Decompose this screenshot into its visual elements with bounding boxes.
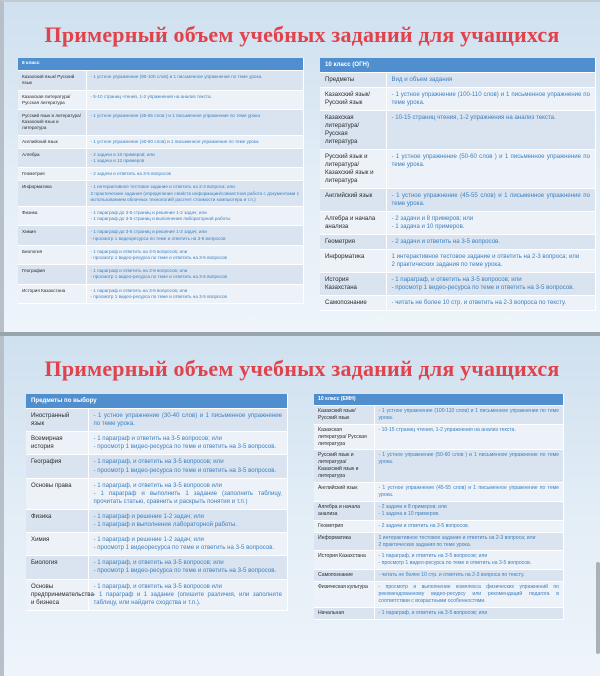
subject-cell: История Казахстана [18, 284, 86, 303]
table-row [26, 455, 288, 478]
table-row [18, 265, 304, 284]
slide-2 [0, 336, 600, 676]
task-cell: - 2 задачи и 8 примеров; или - 1 задача и 10 примеров. [374, 501, 564, 520]
task-cell: - читать не более 10 стр. и ответить на 2-3 вопроса по тексту. [374, 570, 564, 582]
subject-cell: Иностранный язык [26, 409, 88, 432]
task-cell: - 2 задачи и 10 примеров; или - 1 задача и 12 примеров [86, 148, 304, 167]
task-cell: - 1 параграф до 3-5 страниц и решение 1-2 задач; или - 1 параграф до 3-5 страниц и выполнение лабораторной работы [86, 207, 304, 226]
task-cell: - 1 интерактивное тестовое задание и ответить на 2-3 вопроса; или 2 практические задания (определение свойств информации/совместная работа с документами с использованием облачных технологий/ рассчет стоимости компьютера и т.п.) [86, 181, 304, 207]
task-cell: - 1 устное упражнение (45-55 слов ) и 1 письменное упражнение по теме урока [86, 110, 304, 136]
table-row [18, 148, 304, 167]
subject-cell: Английский язык [18, 135, 86, 148]
subject-cell: Русский язык и литература/ Казахский язык и литература [320, 150, 386, 189]
table-row [26, 478, 288, 509]
table-row [18, 284, 304, 303]
task-cell: - 1 устное упражнение (50-60 слов ) и 1 письменное упражнение по теме урока. [374, 450, 564, 483]
table-row [320, 212, 596, 235]
table-row [320, 111, 596, 150]
subject-cell: Биология [18, 245, 86, 264]
task-cell: - 1 устное упражнение (90-100 слов) и 1 письменное упражнение по теме урока. [86, 71, 304, 90]
table-header: 10 класс (ОГН) [320, 58, 596, 73]
subject-cell: Геометрия [314, 520, 374, 532]
table-row [26, 556, 288, 579]
subject-cell: История Казахстана [320, 273, 386, 296]
slide-1 [0, 0, 600, 332]
subject-cell: Геометрия [320, 235, 386, 250]
task-cell: - 1 параграф и ответить на 3-5 вопросов; или - просмотр 1 видео-ресурса по теме и ответить на 3-5 вопросов [86, 245, 304, 264]
table-row [18, 226, 304, 245]
task-cell: - 1 устное упражнение (45-55 слов) и 1 письменное упражнение по теме урока. [386, 189, 596, 212]
table-row [320, 296, 596, 311]
task-cell: - 1 устное упражнение (100-110 слов) и 1 письменное упражнение по теме урока. [386, 88, 596, 111]
subject-cell: Казахский язык/ Русский язык [314, 405, 374, 424]
subject-cell: Казахская литература/ Русская литература [314, 424, 374, 450]
subject-cell: Основы права [26, 478, 88, 509]
task-cell: - 2 задачи и ответить на 3-5 вопросов. [374, 520, 564, 532]
task-cell: - 1 параграф, и ответить на 3-5 вопросов или - 1 параграф и выполнить 1 задание (заполнить таблицу, прочитать статью, сравнить и раскрыть понятия и т.п.) [88, 478, 288, 509]
subject-cell: Алгебра [18, 148, 86, 167]
task-cell: - 1 устное упражнение (100-110 слов) и 1 письменное упражнение по теме урока. [374, 405, 564, 424]
column-header-subject: Предметы [320, 73, 386, 88]
task-cell: - 1 параграф до 3-5 страниц и решение 1-2 задач; или - просмотр 1 видеоресурса по теме и ответить на 3-5 вопросов [86, 226, 304, 245]
subject-cell: Самопознание [320, 296, 386, 311]
task-cell: - 1 параграф, и ответить на 3-5 вопросов; или - просмотр 1 видео-ресурса по теме и ответить на 3-5 вопросов. [386, 273, 596, 296]
task-cell: - 1 параграф и ответить на 3-5 вопросов; или - просмотр 1 видео-ресурса по теме и ответить на 3-5 вопросов. [88, 432, 288, 455]
table-row [314, 551, 564, 570]
table-row [314, 582, 564, 608]
task-cell: - 1 параграф и ответить на 3-5 вопросов; или - просмотр 1 видео-ресурса по теме и ответить на 3-5 вопросов [86, 284, 304, 303]
subject-cell: Информатика [314, 532, 374, 551]
task-cell: - читать не более 10 стр. и ответить на 2-3 вопроса по тексту. [386, 296, 596, 311]
task-cell: 1 интерактивное тестовое задание и ответить на 2-3 вопроса; или 2 практических задания по теме урока. [374, 532, 564, 551]
subject-cell: Геометрия [18, 168, 86, 181]
table-row [314, 520, 564, 532]
table-header: 10 класс (ЕМН) [314, 394, 564, 405]
slide-title: Примерный объем учебных заданий для учащихся [44, 356, 560, 381]
subject-cell: Информатика [320, 250, 386, 273]
table-row [18, 168, 304, 181]
table-row [18, 135, 304, 148]
table-row [314, 405, 564, 424]
table-row [314, 570, 564, 582]
table-row [320, 88, 596, 111]
subject-cell: Основы предпринимательства и бизнеса [26, 579, 88, 610]
table-row [26, 579, 288, 610]
subject-cell: Начальная [314, 607, 374, 619]
table-row [26, 432, 288, 455]
table-row [314, 501, 564, 520]
task-cell: - просмотр и выполнение комплекса физических упражнений по рекомендованному видео-ресурсу или рекомендаций педагога в соответствии с возрастными особенностями. [374, 582, 564, 608]
table-row [314, 483, 564, 502]
subject-cell: Химия [26, 533, 88, 556]
table-row [26, 409, 288, 432]
task-cell: - 1 параграф и решение 1-2 задач; или - просмотр 1 видеоресурса по теме и ответить на 3-5 вопросов. [88, 533, 288, 556]
subject-cell: Самопознание [314, 570, 374, 582]
subject-cell: Физическая культура [314, 582, 374, 608]
grade-10-emn-table [314, 394, 564, 620]
subject-cell: Алгебра и начала анализа [320, 212, 386, 235]
task-cell: - 2 задачи и ответить на 3-5 вопросов [86, 168, 304, 181]
subject-cell: Английский язык [314, 483, 374, 502]
table-row [314, 450, 564, 483]
subject-cell: Английский язык [320, 189, 386, 212]
table-row [314, 532, 564, 551]
subject-cell: Казахский язык/ Русский язык [18, 71, 86, 90]
table-row [314, 607, 564, 619]
subject-cell: Физика [18, 207, 86, 226]
task-cell: - 2 задачи и ответить на 3-5 вопросов. [386, 235, 596, 250]
subject-cell: Казахский язык/ Русский язык [320, 88, 386, 111]
table-row [320, 189, 596, 212]
grade-10-ogn-table [320, 58, 596, 311]
task-cell: - 1 параграф, и ответить на 3-5 вопросов; или - просмотр 1 видео-ресурса по теме и ответить на 3-5 вопросов. [374, 551, 564, 570]
task-cell: - 10-15 страниц чтения, 1-2 упражнения на анализ текста. [374, 424, 564, 450]
subject-cell: Русский язык и литература/ Казахский язык и литература [314, 450, 374, 483]
subject-cell: Физика [26, 509, 88, 532]
electives-table [26, 394, 288, 611]
subject-cell: Химия [18, 226, 86, 245]
task-cell: 1 интерактивное тестовое задание и ответить на 2-3 вопроса; или 2 практических задания по теме урока. [386, 250, 596, 273]
table-row [18, 181, 304, 207]
table-row [18, 110, 304, 136]
table-row [26, 509, 288, 532]
table-row [18, 90, 304, 109]
subject-cell: Биология [26, 556, 88, 579]
subject-cell: Казахская литература/ Русская литература [320, 111, 386, 150]
subject-cell: Всемирная история [26, 432, 88, 455]
task-cell: - 5-10 страниц чтения, 1-2 упражнения на анализ текста. [86, 90, 304, 109]
table-row [320, 235, 596, 250]
task-cell: - 1 параграф и решение 1-2 задач; или - 1 параграф и выполнение лабораторной работы. [88, 509, 288, 532]
subject-cell: География [18, 265, 86, 284]
table-row [320, 273, 596, 296]
table-row [314, 424, 564, 450]
table-header: Предметы по выбору [26, 394, 288, 409]
table-row [18, 207, 304, 226]
task-cell: - 1 устное упражнение (50-60 слов ) и 1 письменное упражнение по теме урока. [386, 150, 596, 189]
task-cell: - 1 параграф и ответить на 3-5 вопросов; или - просмотр 1 видео-ресурса по теме и ответить на 3-5 вопросов [86, 265, 304, 284]
subject-cell: Алгебра и начала анализа [314, 501, 374, 520]
table-row [320, 150, 596, 189]
task-cell: - 1 устное упражнение (40-50 слов) и 1 письменное упражнение по теме урока [86, 135, 304, 148]
task-cell: - 2 задачи и 8 примеров; или - 1 задача и 10 примеров. [386, 212, 596, 235]
task-cell: - 10-15 страниц чтения, 1-2 упражнения на анализ текста. [386, 111, 596, 150]
task-cell: - 1 устное упражнение (45-55 слов) и 1 письменное упражнение по теме урока. [374, 483, 564, 502]
table-row [18, 245, 304, 264]
task-cell: - 1 параграф, и ответить на 3-5 вопросов; или [374, 607, 564, 619]
table-header: 8 класс [18, 58, 304, 71]
subject-cell: Казахская литература/Русская литература [18, 90, 86, 109]
task-cell: - 1 параграф, и ответить на 3-5 вопросов; или - просмотр 1 видео-ресурса по теме и ответить на 3-5 вопросов. [88, 556, 288, 579]
subject-cell: Информатика [18, 181, 86, 207]
vertical-scrollbar[interactable] [596, 562, 600, 654]
subject-cell: История Казахстана [314, 551, 374, 570]
task-cell: - 1 параграф, и ответить на 3-5 вопросов или - 1 параграф и 1 задание (опишите различия, или заполните таблицу, или найдите сходства и т.п.). [88, 579, 288, 610]
subject-cell: Русский язык и литература/ Казахский язык и литература [18, 110, 86, 136]
table-row [320, 250, 596, 273]
task-cell: - 1 параграф, и ответить на 3-5 вопросов; или - просмотр 1 видео-ресурса по теме и ответить на 3-5 вопросов. [88, 455, 288, 478]
table-row [26, 533, 288, 556]
task-cell: - 1 устное упражнение (30-40 слов) и 1 письменное упражнение по теме урока. [88, 409, 288, 432]
column-header-task: Вид и объем задания [386, 73, 596, 88]
subject-cell: География [26, 455, 88, 478]
slide-title: Примерный объем учебных заданий для учащихся [44, 22, 560, 47]
table-row [18, 71, 304, 90]
grade-8-table [18, 58, 304, 304]
